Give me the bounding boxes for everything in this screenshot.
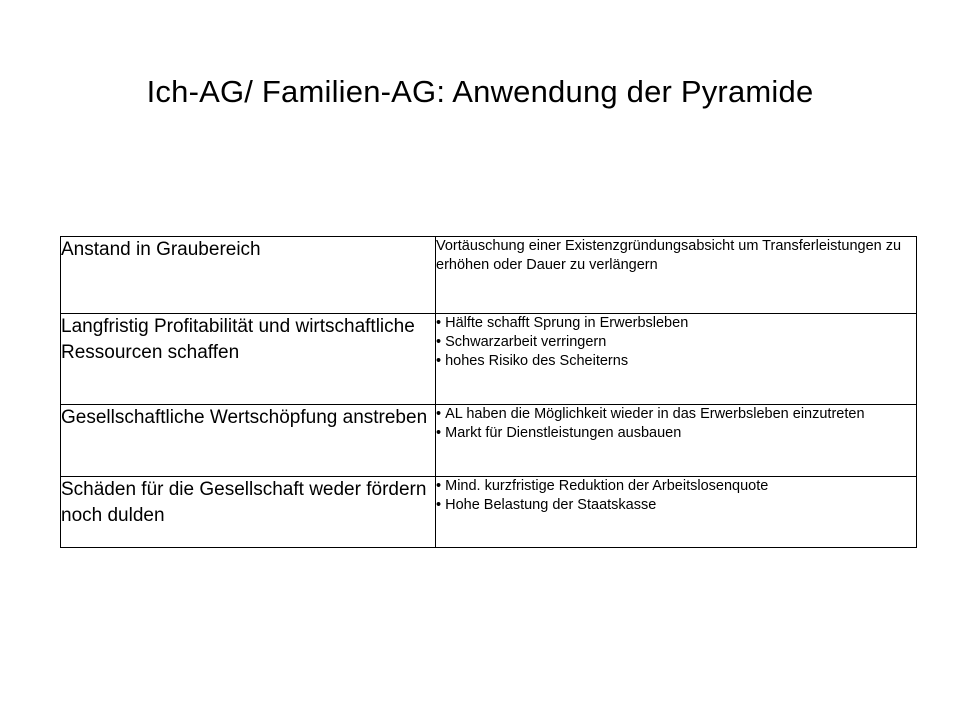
principle-cell: Anstand in Graubereich [61,237,436,314]
bullet-item: • Markt für Dienstleistungen ausbauen [436,424,916,443]
principle-cell: Schäden für die Gesellschaft weder fördern noch dulden [61,477,436,548]
bullet-list [436,405,916,443]
bullet-item: • Hälfte schafft Sprung in Erwerbsleben [436,314,916,333]
bullet-list [436,314,916,371]
pyramid-table [60,236,917,548]
table-row [61,314,917,405]
principle-cell: Langfristig Profitabilität und wirtschaftliche Ressourcen schaffen [61,314,436,405]
application-cell [436,314,917,405]
application-cell [436,405,917,477]
slide-title: Ich-AG/ Familien-AG: Anwendung der Pyramide [146,74,814,109]
bullet-item: • Mind. kurzfristige Reduktion der Arbeitslosenquote [436,477,916,496]
bullet-list [436,477,916,515]
table-row [61,477,917,548]
principle-cell: Gesellschaftliche Wertschöpfung anstreben [61,405,436,477]
bullet-item: • Hohe Belastung der Staatskasse [436,496,916,515]
table-row [61,405,917,477]
bullet-item: • Schwarzarbeit verringern [436,333,916,352]
bullet-item: • hohes Risiko des Scheiterns [436,352,916,371]
bullet-item: • AL haben die Möglichkeit wieder in das Erwerbsleben einzutreten [436,405,916,424]
application-cell [436,477,917,548]
application-cell: Vortäuschung einer Existenzgründungsabsicht um Transferleistungen zu erhöhen oder Dauer zu verlängern [436,237,917,314]
table-row [61,237,917,314]
